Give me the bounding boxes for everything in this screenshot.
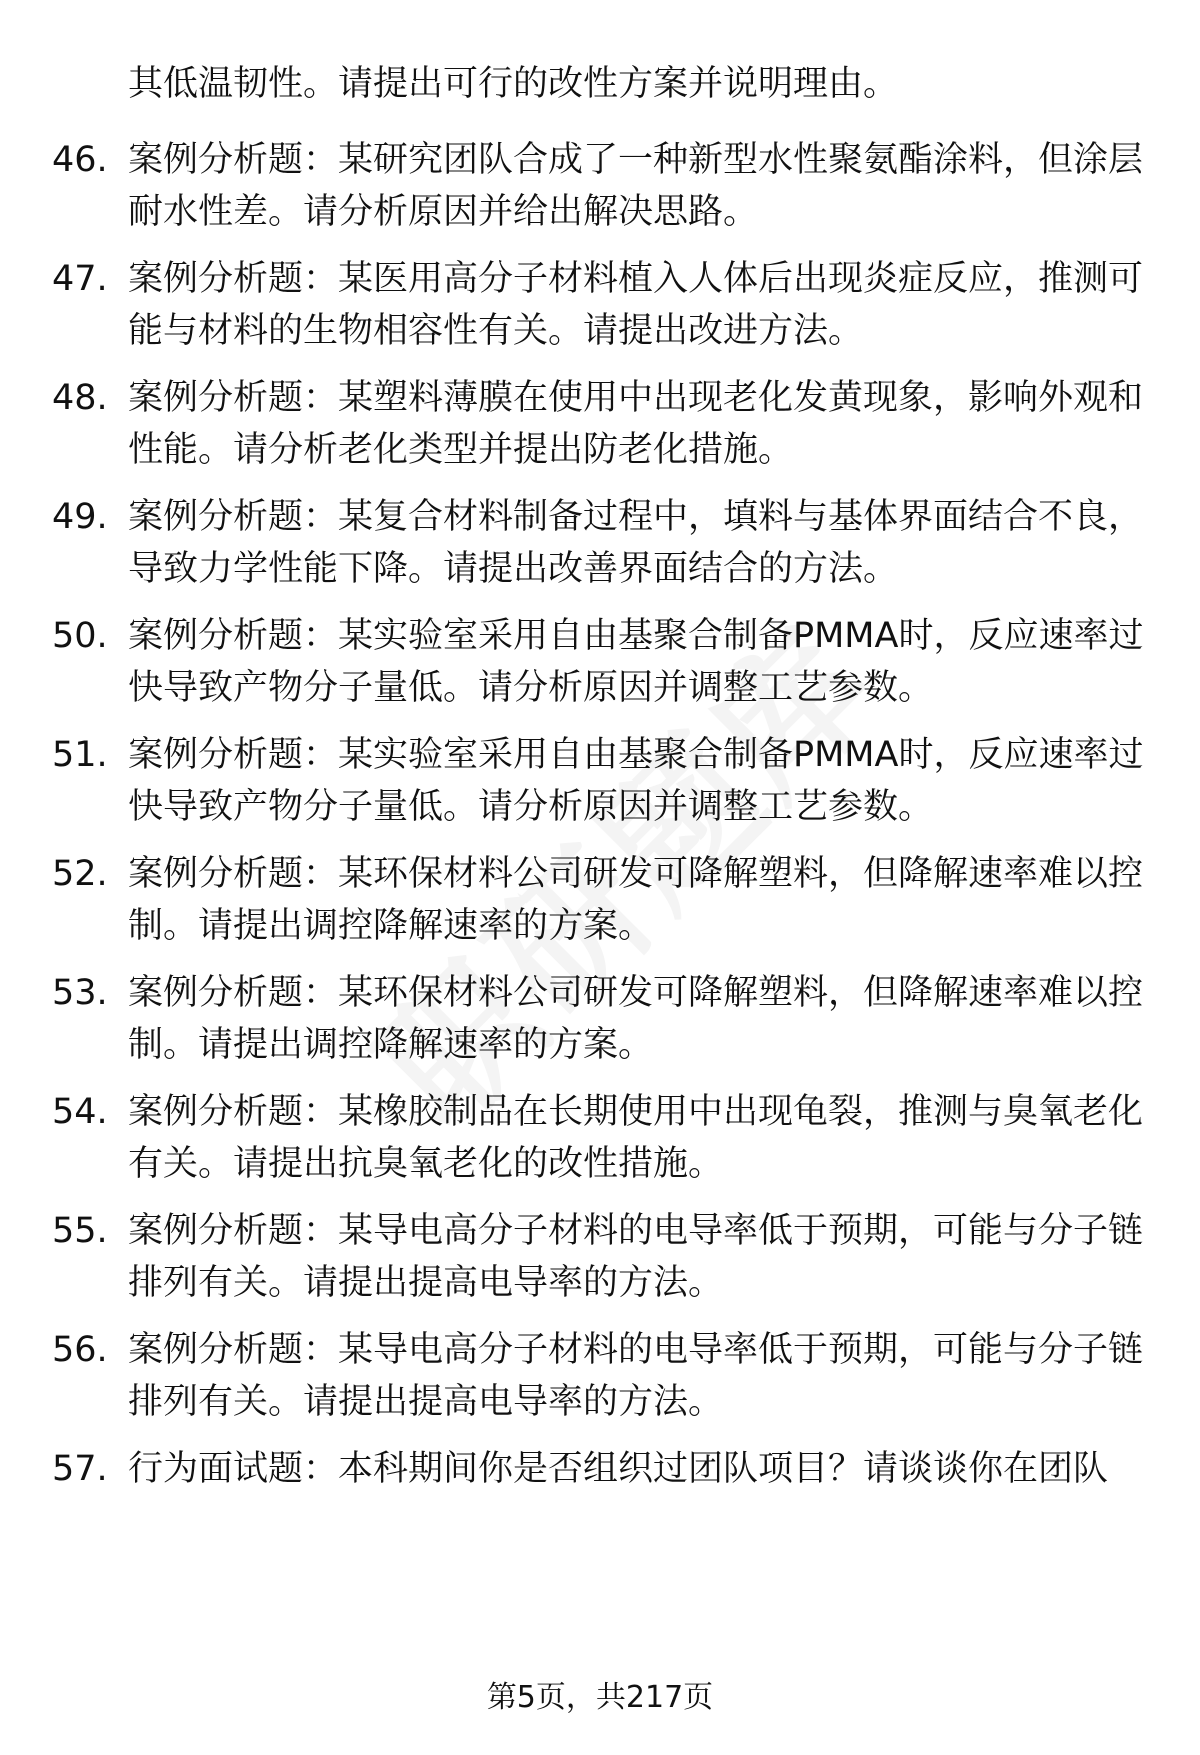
question-text: 案例分析题：某橡胶制品在长期使用中出现龟裂，推测与臭氧老化有关。请提出抗臭氧老化的改性措施。 (128, 1092, 1144, 1184)
question-number: 50. (52, 616, 108, 656)
question-text: 行为面试题：本科期间你是否组织过团队项目？请谈谈你在团队 (128, 1449, 1109, 1489)
question-number: 51. (52, 735, 108, 775)
question-text: 案例分析题：某环保材料公司研发可降解塑料，但降解速率难以控制。请提出调控降解速率的方案。 (128, 854, 1144, 946)
page-indicator: 第5页，共217页 (486, 1680, 714, 1715)
continuation-text: 其低温韧性。请提出可行的改性方案并说明理由。 (128, 64, 899, 104)
question-text: 案例分析题：某环保材料公司研发可降解塑料，但降解速率难以控制。请提出调控降解速率的方案。 (128, 973, 1144, 1065)
question-text: 案例分析题：某导电高分子材料的电导率低于预期，可能与分子链排列有关。请提出提高电导率的方法。 (128, 1211, 1144, 1303)
question-number: 57. (52, 1449, 108, 1489)
question-text: 案例分析题：某复合材料制备过程中，填料与基体界面结合不良，导致力学性能下降。请提出改善界面结合的方法。 (128, 497, 1144, 589)
question-number: 48. (52, 378, 108, 418)
question-number: 46. (52, 140, 108, 180)
question-number: 55. (52, 1211, 108, 1251)
question-text: 案例分析题：某研究团队合成了一种新型水性聚氨酯涂料，但涂层耐水性差。请分析原因并给出解决思路。 (128, 140, 1144, 232)
question-number: 53. (52, 973, 108, 1013)
question-number: 54. (52, 1092, 108, 1132)
question-number: 47. (52, 259, 108, 299)
question-text: 案例分析题：某导电高分子材料的电导率低于预期，可能与分子链排列有关。请提出提高电导率的方法。 (128, 1330, 1144, 1422)
question-number: 49. (52, 497, 108, 537)
question-text: 案例分析题：某实验室采用自由基聚合制备PMMA时，反应速率过快导致产物分子量低。请分析原因并调整工艺参数。 (128, 616, 1144, 708)
question-text: 案例分析题：某塑料薄膜在使用中出现老化发黄现象，影响外观和性能。请分析老化类型并提出防老化措施。 (128, 378, 1144, 470)
question-number: 52. (52, 854, 108, 894)
question-text: 案例分析题：某医用高分子材料植入人体后出现炎症反应，推测可能与材料的生物相容性有关。请提出改进方法。 (128, 259, 1144, 351)
question-text: 案例分析题：某实验室采用自由基聚合制备PMMA时，反应速率过快导致产物分子量低。请分析原因并调整工艺参数。 (128, 735, 1144, 827)
question-number: 56. (52, 1330, 108, 1370)
